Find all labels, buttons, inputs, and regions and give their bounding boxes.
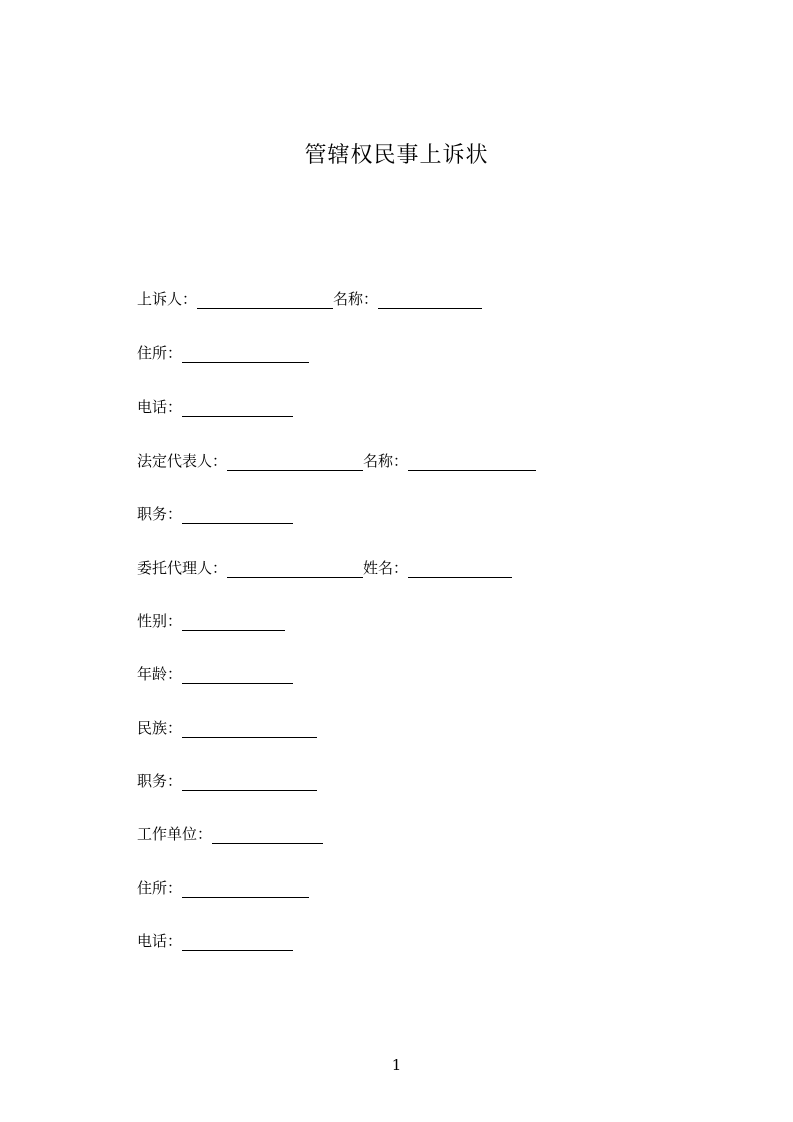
agent-workplace-label: 工作单位： [137,825,213,843]
legal-rep-name-blank[interactable] [408,453,536,471]
appellant-address-row [137,342,309,364]
agent-name-label: 姓名： [363,559,409,577]
agent-phone-label: 电话： [137,932,183,950]
legal-rep-position-row [137,503,293,525]
agent-address-label: 住所： [137,879,183,897]
agent-gender-blank[interactable] [182,613,285,631]
legal-rep-blank[interactable] [227,453,363,471]
appellant-phone-blank[interactable] [182,399,293,417]
agent-gender-row [137,610,285,632]
legal-rep-name-label: 名称： [363,452,409,470]
legal-rep-label: 法定代表人： [137,452,228,470]
appellant-blank[interactable] [197,291,333,309]
agent-position-blank[interactable] [182,773,317,791]
legal-rep-position-label: 职务： [137,505,183,523]
agent-ethnicity-row [137,717,317,739]
agent-ethnicity-label: 民族： [137,719,183,737]
appellant-address-label: 住所： [137,344,183,362]
agent-label: 委托代理人： [137,559,228,577]
agent-position-row [137,770,317,792]
appellant-name-blank[interactable] [378,291,482,309]
document-title: 管辖权民事上诉状 [304,143,489,168]
agent-age-row [137,663,293,685]
legal-rep-row [137,450,536,472]
appellant-name-label: 名称： [333,290,379,308]
appellant-phone-row [137,396,293,418]
agent-blank[interactable] [227,560,363,578]
legal-rep-position-blank[interactable] [182,506,293,524]
agent-workplace-blank[interactable] [212,826,323,844]
agent-ethnicity-blank[interactable] [182,720,317,738]
agent-phone-blank[interactable] [182,933,293,951]
appellant-label: 上诉人： [137,290,198,308]
appellant-address-blank[interactable] [182,345,309,363]
appellant-row [137,288,482,310]
agent-workplace-row [137,823,323,845]
appellant-phone-label: 电话： [137,398,183,416]
agent-gender-label: 性别： [137,612,183,630]
agent-age-blank[interactable] [182,666,293,684]
agent-name-blank[interactable] [408,560,512,578]
agent-address-row [137,877,309,899]
agent-address-blank[interactable] [182,880,309,898]
page-number: 1 [391,1056,402,1074]
agent-position-label: 职务： [137,772,183,790]
agent-age-label: 年龄： [137,665,183,683]
agent-phone-row [137,930,293,952]
agent-row [137,557,512,579]
